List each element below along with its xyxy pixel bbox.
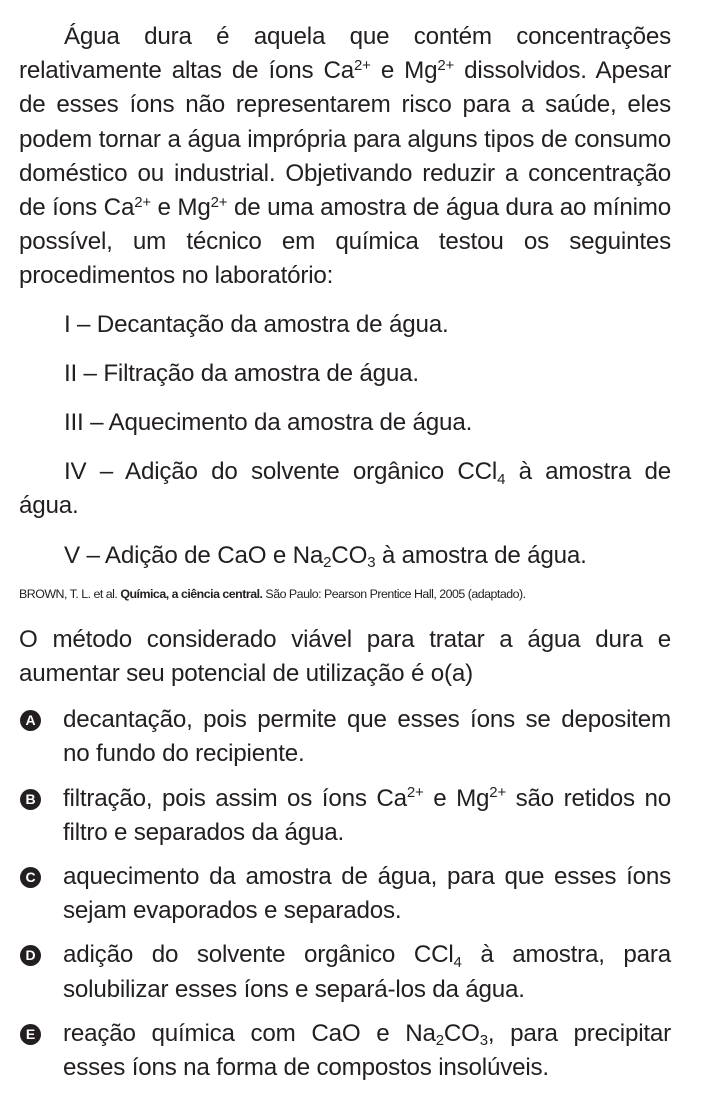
intro-text: e Mg	[150, 194, 211, 222]
option-text: adição do solvente orgânico CCl	[63, 941, 454, 969]
option-c-text: aquecimento da amostra de água, para que esses íons sejam evaporados e separados.	[63, 863, 671, 925]
option-a[interactable]	[19, 703, 671, 771]
intro-text: e Mg	[370, 57, 438, 85]
option-text: CO	[443, 1019, 480, 1047]
charge-superscript: 2+	[406, 784, 424, 802]
option-letter-c-icon: C	[20, 867, 41, 888]
option-text: filtração, pois assim os íons Ca	[63, 784, 407, 812]
procedure-5	[19, 539, 671, 573]
intro-paragraph	[19, 20, 671, 294]
source-citation	[19, 587, 671, 601]
formula-subscript: 2	[323, 554, 332, 572]
procedure-2: II – Filtração da amostra de água.	[64, 359, 419, 387]
formula-subscript: 4	[453, 953, 462, 971]
procedure-list	[19, 308, 671, 573]
citation-authors: BROWN, T. L. et al.	[19, 586, 121, 601]
option-b-text	[63, 782, 671, 850]
procedure-4	[19, 455, 671, 523]
intro-text: Água dura é aquela que contém concentrações relativamente altas de íons Ca	[19, 23, 671, 85]
option-letter-e-icon: E	[20, 1024, 41, 1045]
formula-subscript: 3	[479, 1032, 488, 1050]
answer-options	[19, 703, 671, 1085]
charge-superscript: 2+	[354, 56, 371, 74]
charge-superscript: 2+	[489, 784, 506, 802]
citation-rest: São Paulo: Pearson Prentice Hall, 2005 (adaptado).	[262, 586, 526, 601]
formula-subscript: 2	[435, 1032, 444, 1050]
charge-superscript: 2+	[210, 193, 228, 211]
procedure-text: IV – Adição do solvente orgânico CCl	[64, 458, 498, 486]
intro-text: de uma amostra de água dura ao mínimo possível, um técnico em química testou os seguintes procedimentos no laboratório:	[19, 194, 672, 290]
option-d[interactable]	[19, 938, 671, 1006]
option-c[interactable]	[19, 860, 671, 928]
procedure-3: III – Aquecimento da amostra de água.	[64, 409, 473, 437]
option-b[interactable]	[19, 782, 671, 850]
option-letter-a-icon: A	[20, 710, 41, 731]
charge-superscript: 2+	[437, 56, 455, 74]
option-text: são retidos no filtro e separados da água.	[63, 784, 671, 846]
option-a-text: decantação, pois permite que esses íons se depositem no fundo do recipiente.	[63, 706, 671, 768]
citation-title: Química, a ciência central.	[120, 586, 263, 601]
procedure-1: I – Decantação da amostra de água.	[64, 310, 449, 338]
option-letter-b-icon: B	[20, 789, 41, 810]
question-stem: O método considerado viável para tratar a água dura e aumentar seu potencial de utilização é o(a)	[19, 625, 671, 688]
procedure-text: à amostra de água.	[19, 458, 671, 520]
option-e[interactable]	[19, 1017, 671, 1085]
option-text: à amostra, para solubilizar esses íons e separá-los da água.	[63, 941, 671, 1003]
option-d-text	[63, 938, 671, 1006]
procedure-text: à amostra de água.	[375, 541, 587, 569]
formula-subscript: 4	[497, 470, 506, 488]
option-text: , para precipitar esses íons na forma de compostos insolúveis.	[63, 1019, 671, 1082]
option-letter-d-icon: D	[20, 945, 41, 966]
option-e-text	[63, 1017, 671, 1085]
formula-subscript: 3	[367, 554, 376, 572]
intro-text: dissolvidos. Apesar de esses íons não representarem risco para a saúde, eles podem tornar a água imprópria para alguns tipos de consumo doméstico ou industrial. Objetivando reduzir a concentração de íons Ca	[19, 57, 671, 222]
option-text: e Mg	[423, 784, 490, 812]
procedure-text: CO	[331, 541, 368, 569]
procedure-text: V – Adição de CaO e Na	[64, 541, 324, 569]
option-text: reação química com CaO e Na	[63, 1019, 436, 1047]
charge-superscript: 2+	[134, 193, 151, 211]
